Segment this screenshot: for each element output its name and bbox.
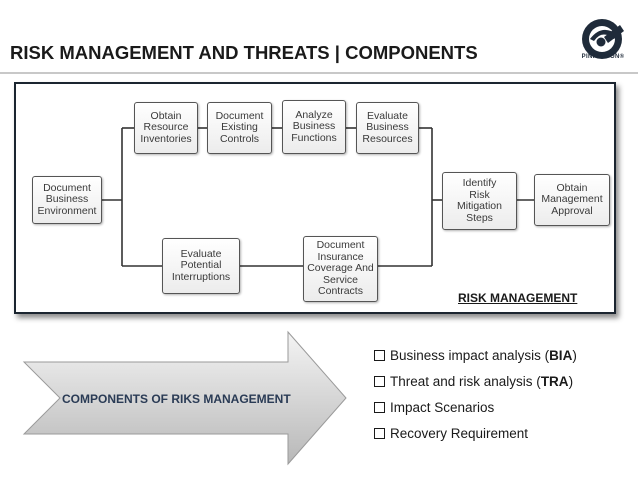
list-item: Impact Scenarios	[374, 400, 577, 426]
list-item: Business impact analysis (BIA)	[374, 348, 577, 374]
box-evaluate-potential-interruptions: Evaluate Potential Interruptions	[162, 238, 240, 294]
checkbox-bullet-icon	[374, 350, 385, 361]
box-document-insurance-coverage: Document Insurance Coverage And Service Contracts	[303, 236, 378, 302]
components-list	[374, 348, 577, 452]
box-identify-risk-mitigation-steps: Identify Risk Mitigation Steps	[442, 172, 517, 230]
slide-title: RISK MANAGEMENT AND THREATS | COMPONENTS	[10, 42, 478, 63]
box-evaluate-business-resources: Evaluate Business Resources	[356, 102, 419, 154]
risk-management-label: RISK MANAGEMENT	[458, 291, 578, 305]
box-document-existing-controls: Document Existing Controls	[207, 102, 272, 154]
checkbox-bullet-icon	[374, 402, 385, 413]
list-item: Threat and risk analysis (TRA)	[374, 374, 577, 400]
components-arrow-label: COMPONENTS OF RIKS MANAGEMENT	[62, 392, 291, 406]
checkbox-bullet-icon	[374, 376, 385, 387]
list-item: Recovery Requirement	[374, 426, 577, 452]
logo-wordmark: PINKERTON®	[581, 54, 625, 60]
box-obtain-management-approval: Obtain Management Approval	[534, 174, 610, 226]
box-analyze-business-functions: Analyze Business Functions	[282, 100, 346, 154]
box-document-business-environment: Document Business Environment	[32, 176, 102, 224]
box-obtain-resource-inventories: Obtain Resource Inventories	[134, 102, 198, 154]
checkbox-bullet-icon	[374, 428, 385, 439]
